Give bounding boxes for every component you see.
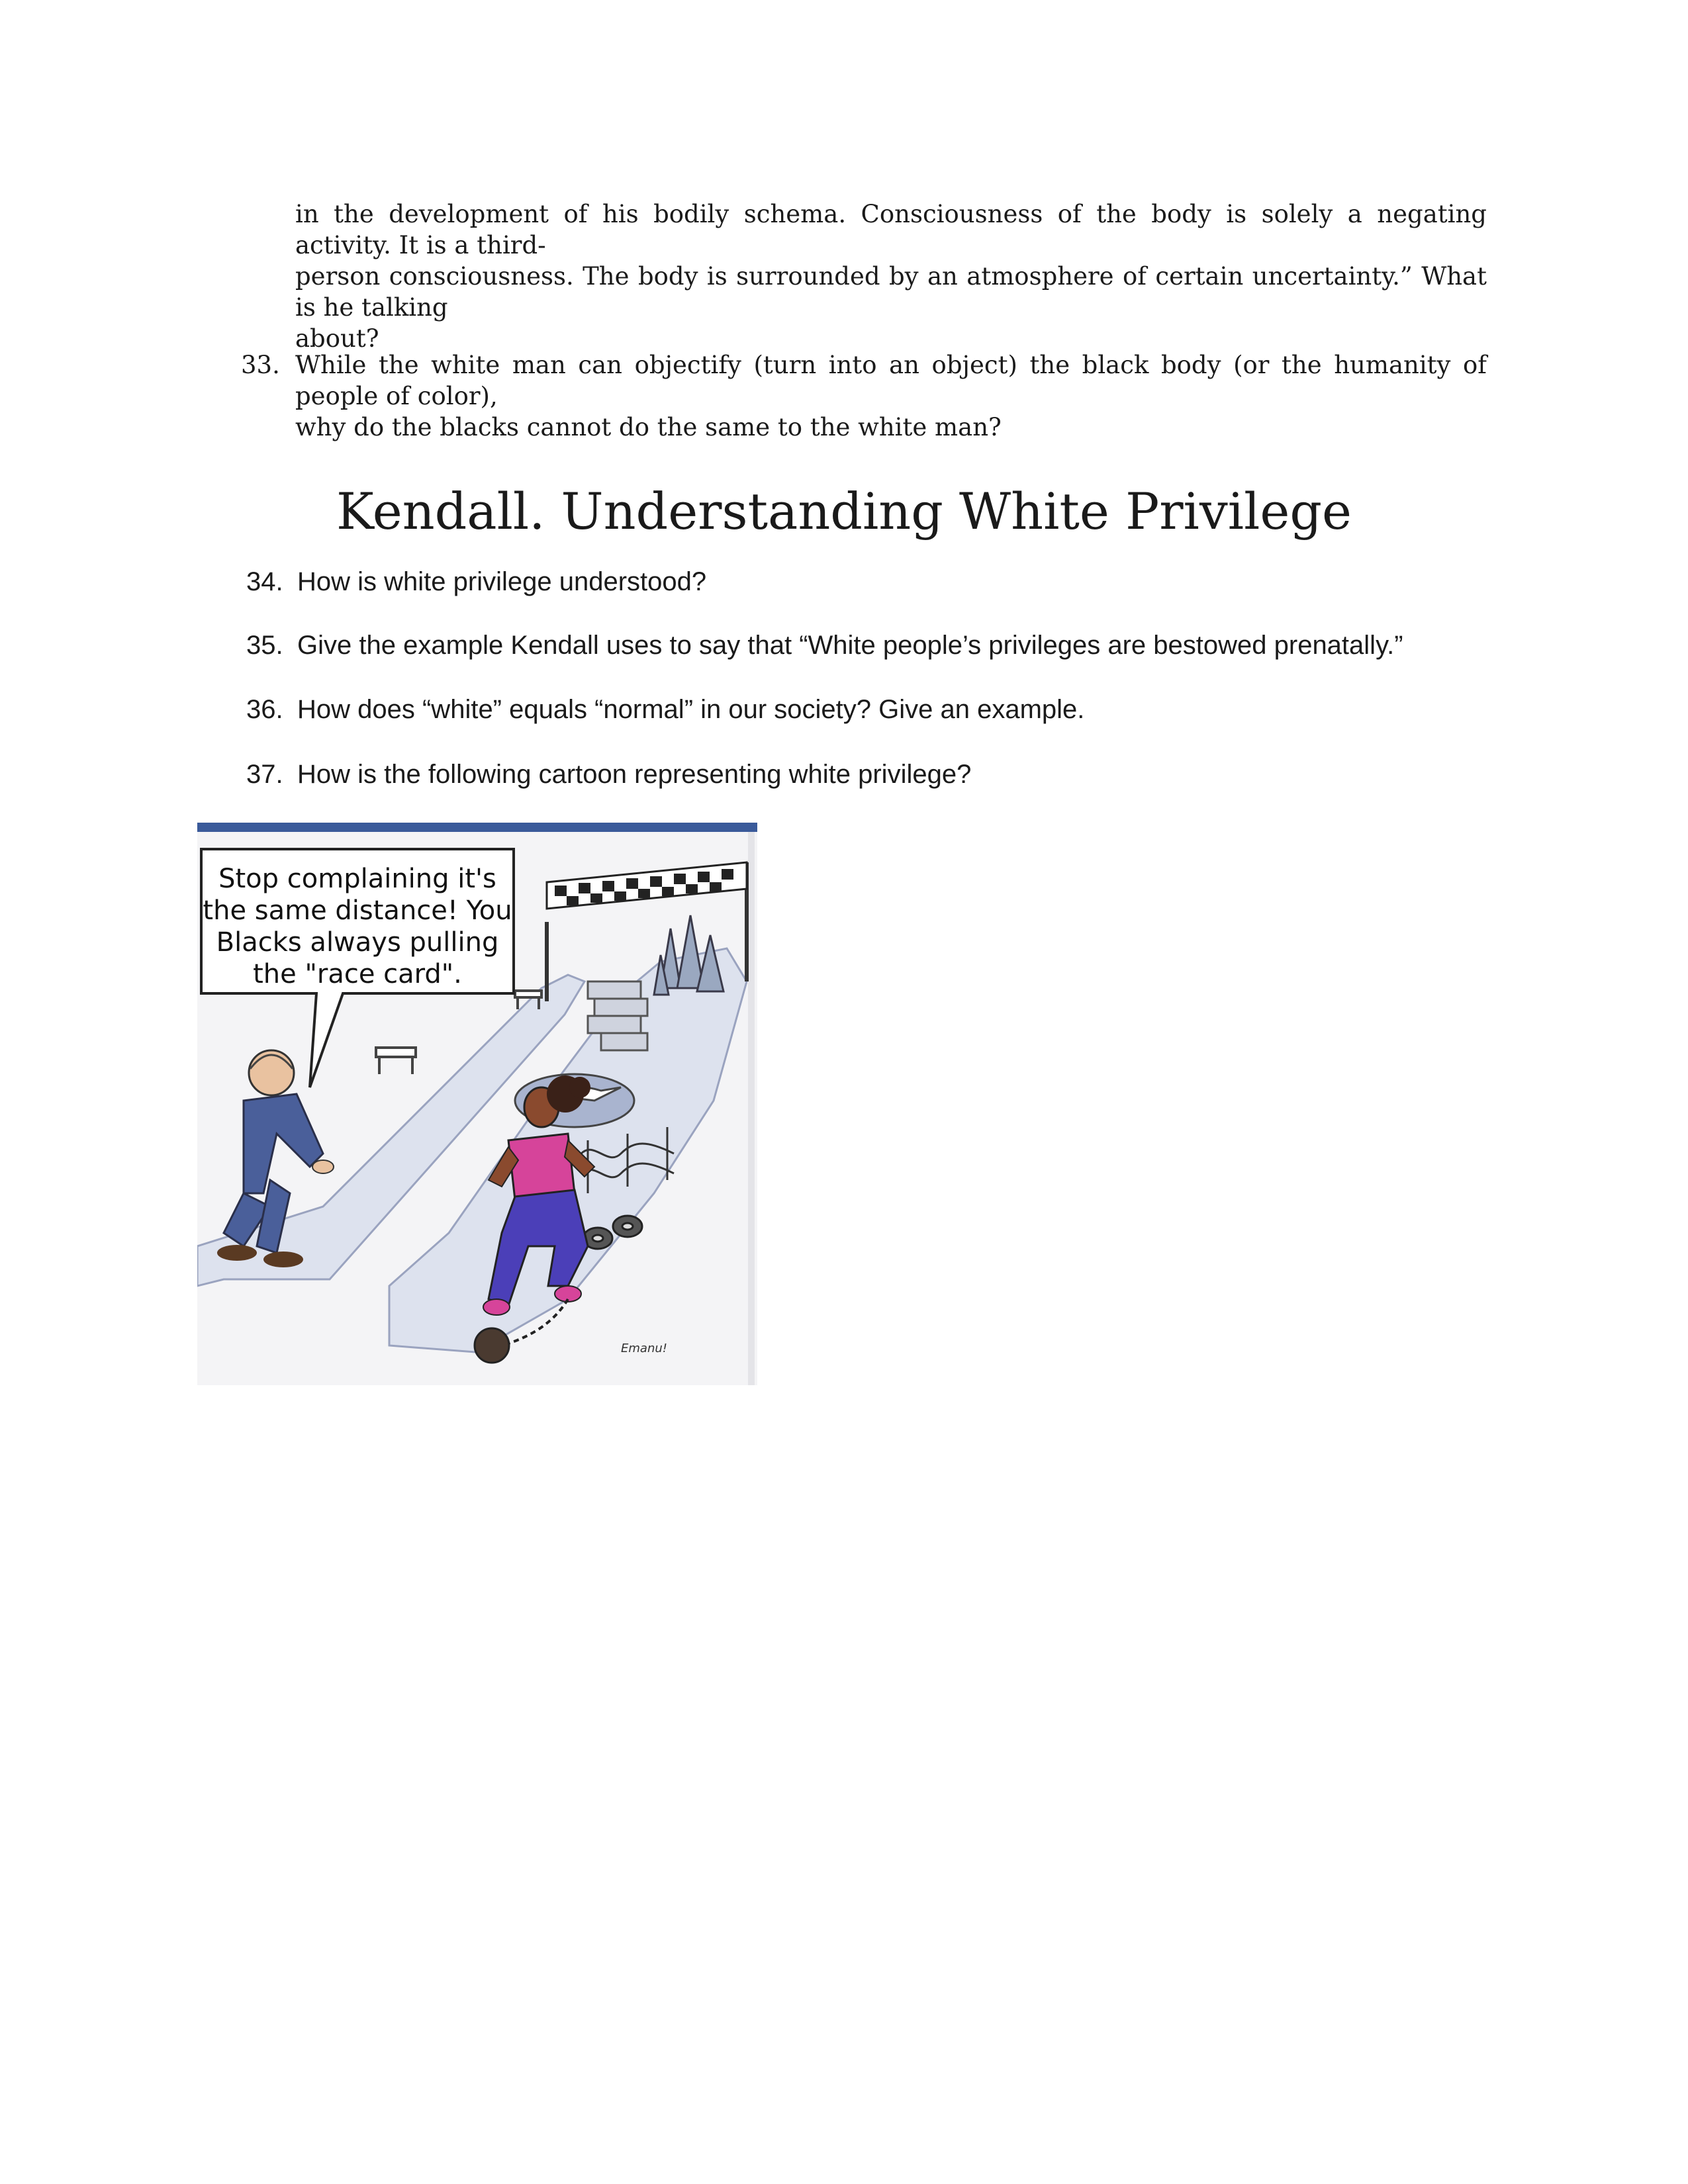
race-cartoon xyxy=(197,823,757,1385)
question-37 xyxy=(246,758,971,791)
question-35 xyxy=(246,629,1403,662)
question-33-line-2: why do the blacks cannot do the same to the white man? xyxy=(295,413,1002,441)
question-36 xyxy=(246,693,1084,726)
question-34-number: 34. xyxy=(246,567,283,596)
question-37-text: How is the following cartoon representing white privilege? xyxy=(297,760,972,789)
question-36-number: 36. xyxy=(246,695,283,724)
question-35-number: 35. xyxy=(246,631,283,660)
artist-signature: Emanu! xyxy=(621,1342,667,1355)
question-33-number: 33. xyxy=(241,351,280,379)
continuation-line-1: in the development of his bodily schema. Consciousness of the body is solely a negating activity. It is a third- xyxy=(295,200,1487,259)
speech-line-4: the "race card". xyxy=(253,959,462,989)
question-34 xyxy=(246,565,706,598)
section-title: Kendall. Understanding White Privilege xyxy=(336,482,1352,541)
frame-top-bar xyxy=(197,823,757,832)
continuation-paragraph xyxy=(295,199,1487,354)
speech-line-1: Stop complaining it's xyxy=(218,864,496,894)
ball-and-chain xyxy=(475,1328,509,1363)
continuation-line-3: about? xyxy=(295,324,379,353)
continuation-line-2: person consciousness. The body is surrounded by an atmosphere of certain uncertainty.” What is he talking xyxy=(295,262,1487,322)
speech-line-3: Blacks always pulling xyxy=(216,927,499,958)
question-35-text: Give the example Kendall uses to say that “White people’s privileges are bestowed prenatally.” xyxy=(297,631,1403,660)
question-33-text xyxy=(295,349,1487,443)
question-34-text: How is white privilege understood? xyxy=(297,567,707,596)
question-37-number: 37. xyxy=(246,760,283,789)
question-33-line-1: While the white man can objectify (turn into an object) the black body (or the humanity of people of color), xyxy=(295,351,1487,410)
speech-line-2: the same distance! You xyxy=(203,895,512,926)
question-36-text: How does “white” equals “normal” in our society? Give an example. xyxy=(297,695,1085,724)
